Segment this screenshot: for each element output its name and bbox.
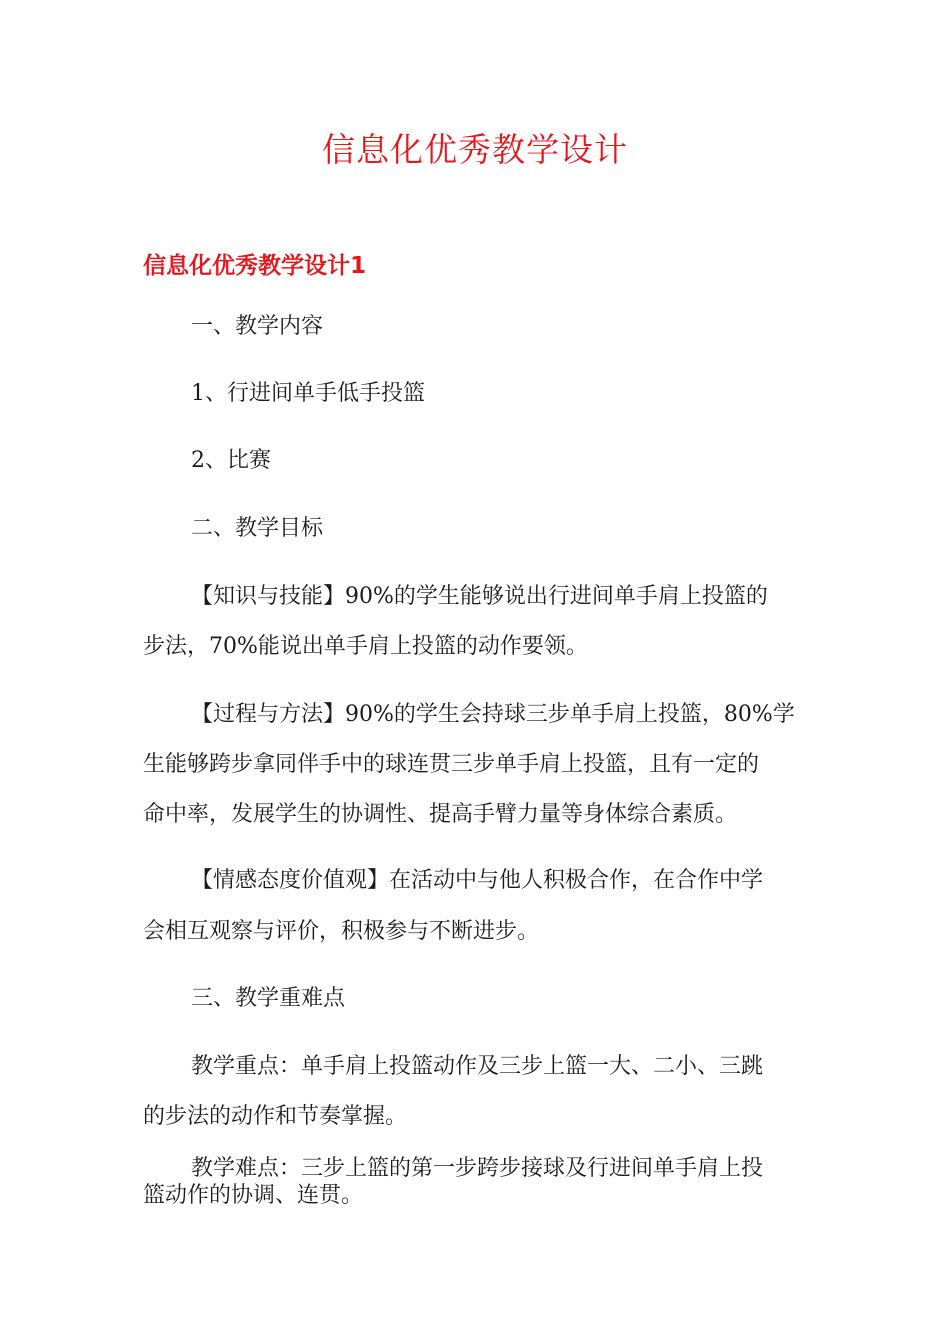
paragraph-emotion-line2: 会相互观察与评价，积极参与不断进步。 — [143, 919, 540, 944]
paragraph-process-line2: 生能够跨步拿同伴手中的球连贯三步单手肩上投篮，且有一定的 — [143, 752, 760, 777]
content-item-2: 2、比赛 — [191, 448, 271, 473]
heading-key-points: 三、教学重难点 — [191, 986, 346, 1011]
document-title: 信息化优秀教学设计 — [322, 130, 628, 169]
section-heading: 信息化优秀教学设计1 — [143, 253, 367, 279]
paragraph-key-point-line1: 教学重点：单手肩上投篮动作及三步上篮一大、二小、三跳 — [191, 1054, 764, 1079]
paragraph-knowledge-line1: 【知识与技能】90%的学生能够说出行进间单手肩上投篮的 — [191, 584, 768, 609]
paragraph-knowledge-line2: 步法，70%能说出单手肩上投篮的动作要领。 — [143, 634, 588, 659]
paragraph-difficulty-line1: 教学难点：三步上篮的第一步跨步接球及行进间单手肩上投 — [191, 1156, 764, 1181]
heading-teaching-content: 一、教学内容 — [191, 314, 324, 339]
paragraph-emotion-line1: 【情感态度价值观】在活动中与他人积极合作，在合作中学 — [191, 868, 764, 893]
content-item-1: 1、行进间单手低手投篮 — [191, 381, 425, 406]
paragraph-difficulty-line2: 篮动作的协调、连贯。 — [143, 1183, 364, 1208]
paragraph-process-line3: 命中率，发展学生的协调性、提高手臂力量等身体综合素质。 — [143, 802, 738, 827]
paragraph-key-point-line2: 的步法的动作和节奏掌握。 — [143, 1104, 408, 1129]
heading-teaching-goals: 二、教学目标 — [191, 516, 324, 541]
paragraph-process-line1: 【过程与方法】90%的学生会持球三步单手肩上投篮，80%学 — [191, 702, 795, 727]
